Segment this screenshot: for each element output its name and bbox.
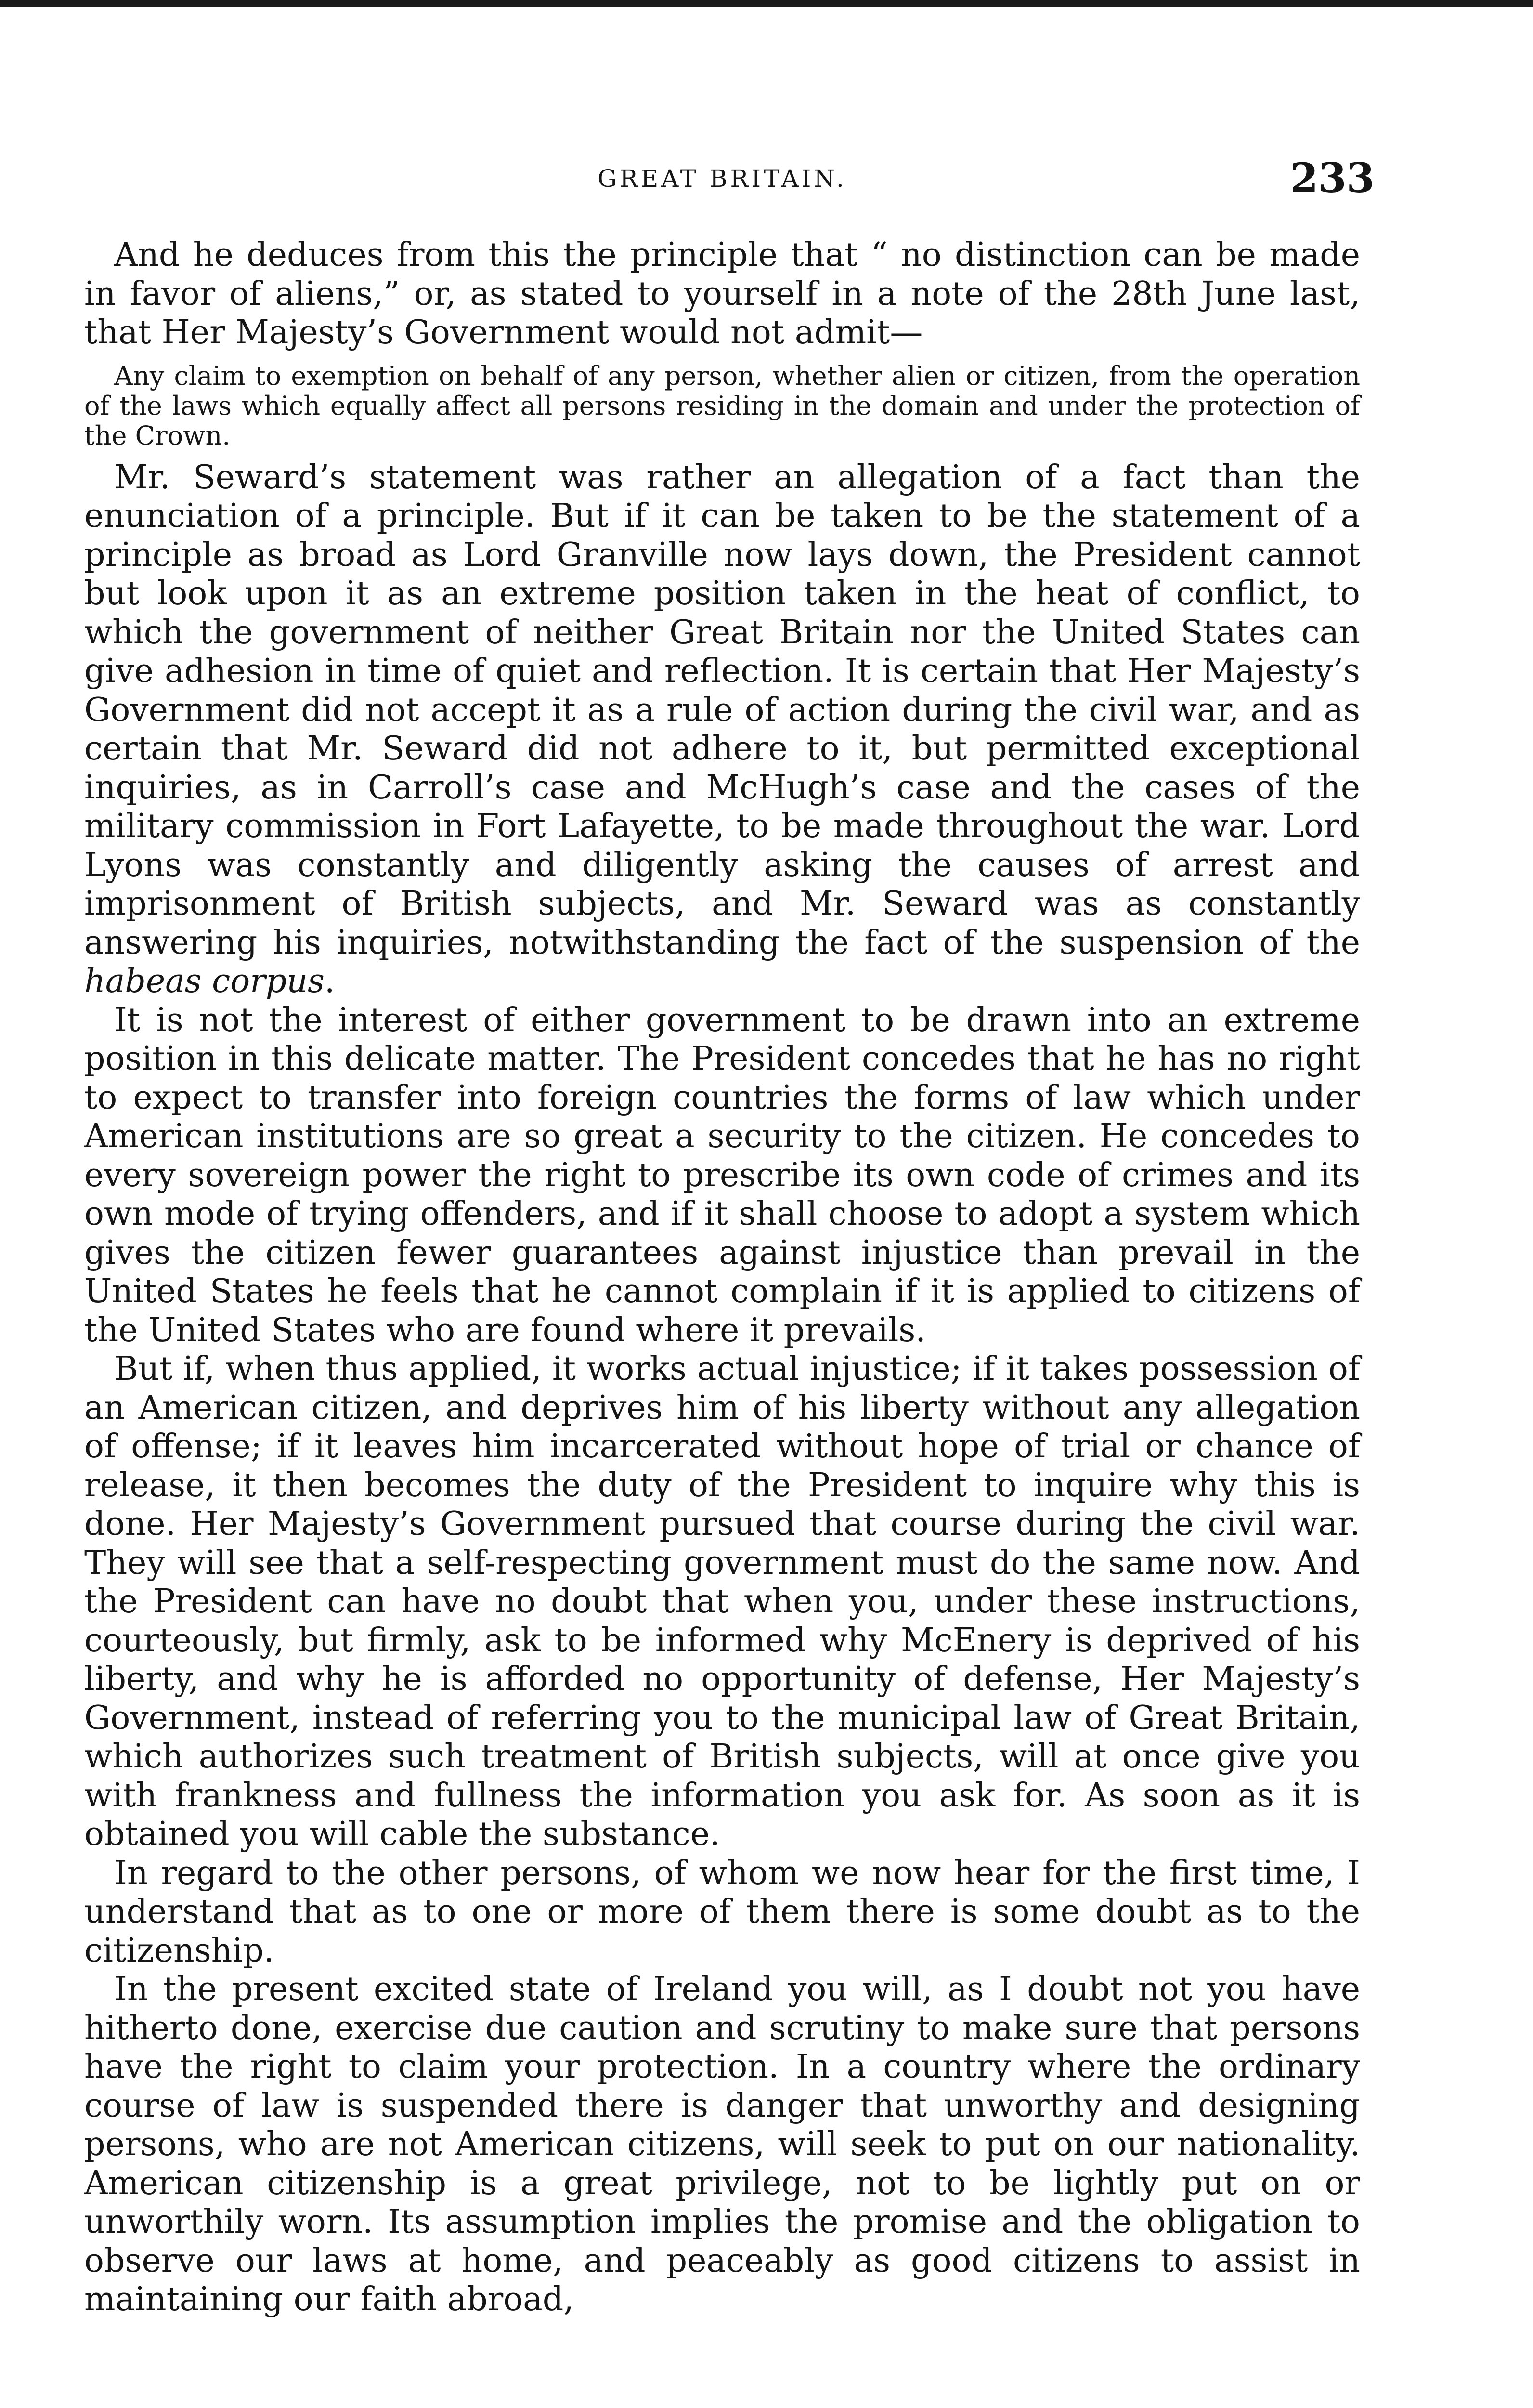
paragraph-extreme-position: It is not the interest of either government to be drawn into an extreme position in this delicate matter. The President concedes that he has no right to expect to transfer into foreign countries the forms of law which under American institutions are so great a security to the citizen. He concedes to every sovereign power the right to prescribe its own code of crimes and its own mode of trying offenders, and if it shall choose to adopt a system which gives the citizen fewer guarantees against injustice than prevail in the United States he feels that he cannot complain if it is applied to citizens of the United States who are found where it prevails. — [84, 1001, 1360, 1349]
paragraph-actual-injustice: But if, when thus applied, it works actual injustice; if it takes possession of an American citizen, and deprives him of his liberty without any allegation of offense; if it leaves him incarcerated without hope of trial or chance of release, it then becomes the duty of the President to inquire why this is done. Her Majesty’s Government pursued that course during the civil war. They will see that a self-respecting government must do the same now. And the President can have no doubt that when you, under these instructions, courteously, but firmly, ask to be informed why McEnery is deprived of his liberty, and why he is afforded no opportunity of defense, Her Majesty’s Government, instead of referring you to the municipal law of Great Britain, which authorizes such treatment of British subjects, will at once give you with frankness and fullness the information you ask for. As soon as it is obtained you will cable the substance. — [84, 1350, 1360, 1853]
running-head-title: GREAT BRITAIN. — [598, 165, 847, 193]
page-top-rule — [0, 0, 1533, 7]
paragraph-deduction: And he deduces from this the principle that “ no distinction can be made in favor of aliens,” or, as stated to yourself in a note of the 28th June last, that Her Majesty’s Government would not admit— — [84, 236, 1360, 352]
paragraph-text: Mr. Seward’s statement was rather an allegation of a fact than the enunciation of a principle. But if it can be taken to be the statement of a principle as broad as Lord Granville now lays down, the President cannot but look upon it as an extreme position taken in the heat of conflict, to which the government of neither Great Britain nor the United States can give adhesion in time of quiet and reflection. It is certain that Her Majesty’s Government did not accept it as a rule of action during the civil war, and as certain that Mr. Seward did not adhere to it, but permitted exceptional inquiries, as in Carroll’s case and McHugh’s case and the cases of the military commission in Fort Lafayette, to be made throughout the war. Lord Lyons was constantly and diligently asking the causes of arrest and imprisonment of British subjects, and Mr. Seward was as constantly answering his inquiries, notwithstanding the fact of the suspension of the — [84, 458, 1360, 962]
paragraph-other-persons: In regard to the other persons, of whom we now hear for the first time, I understand that as to one or more of them there is some doubt as to the citizenship. — [84, 1854, 1360, 1970]
page-body — [84, 236, 1360, 2319]
italic-term: habeas corpus — [84, 962, 325, 1000]
page-number: 233 — [1290, 154, 1375, 202]
running-head — [84, 154, 1375, 207]
paragraph-text-end: . — [324, 962, 335, 1000]
paragraph-seward-statement — [84, 458, 1360, 1001]
paragraph-excited-state: In the present excited state of Ireland you will, as I doubt not you have hitherto done, exercise due caution and scrutiny to make sure that persons have the right to claim your protection. In a country where the ordinary course of law is suspended there is danger that unworthy and designing persons, who are not American citizens, will seek to put on our nationality. American citizenship is a great privilege, not to be lightly put on or unworthily worn. Its assumption implies the promise and the obligation to observe our laws at home, and peaceably as good citizens to assist in maintaining our faith abroad, — [84, 1970, 1360, 2318]
block-quote-claim: Any claim to exemption on behalf of any person, whether alien or citizen, from the operation of the laws which equally affect all persons residing in the domain and under the protection of the Crown. — [84, 360, 1360, 451]
